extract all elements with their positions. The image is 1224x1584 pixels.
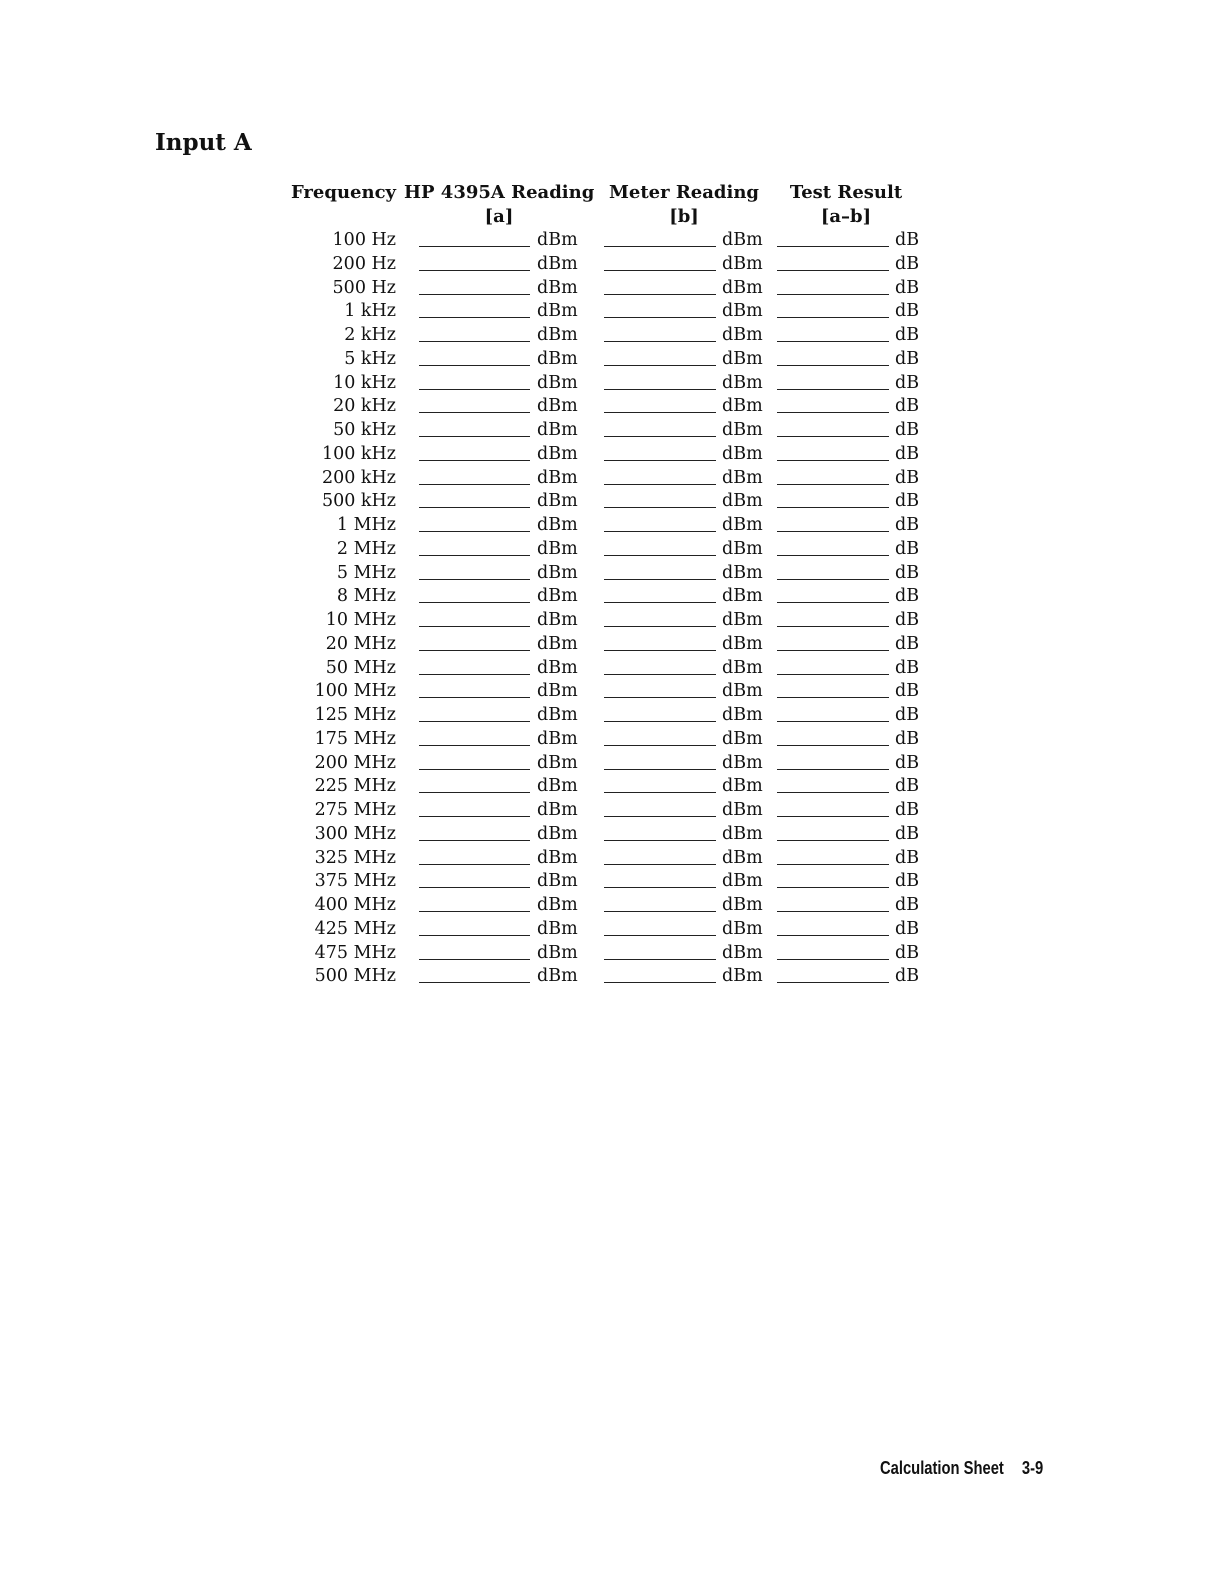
frequency-cell: 400 MHz [314, 895, 396, 915]
meter-reading-blank[interactable] [604, 840, 716, 841]
meter-reading-unit: dBm [722, 966, 763, 987]
hp-reading-unit: dBm [537, 823, 578, 844]
table-row [286, 300, 946, 324]
hp-reading-unit: dBm [537, 871, 578, 892]
frequency-cell: 1 kHz [344, 301, 396, 322]
hp-reading-unit: dBm [537, 301, 578, 322]
test-result-blank[interactable] [777, 982, 889, 983]
hp-reading-unit: dBm [537, 348, 578, 369]
hp-reading-blank[interactable] [419, 294, 530, 295]
table-row [286, 847, 946, 871]
test-result-blank[interactable] [777, 412, 889, 413]
meter-reading-blank[interactable] [604, 935, 716, 936]
test-result-unit: dB [895, 538, 920, 559]
frequency-cell: 2 MHz [336, 538, 396, 559]
hp-reading-blank[interactable] [419, 602, 530, 603]
hp-reading-unit: dBm [537, 420, 578, 440]
hp-reading-unit: dBm [537, 467, 578, 488]
frequency-cell: 500 kHz [321, 491, 396, 512]
hp-reading-blank[interactable] [419, 531, 530, 532]
test-result-unit: dB [895, 705, 920, 725]
hp-reading-blank[interactable] [419, 959, 530, 960]
meter-reading-unit: dBm [722, 776, 763, 797]
hp-reading-unit: dBm [537, 895, 578, 915]
test-result-unit: dB [895, 681, 920, 702]
frequency-cell: 200 kHz [321, 467, 396, 488]
meter-reading-unit: dBm [722, 895, 763, 915]
frequency-cell: 2 kHz [344, 325, 396, 345]
test-result-blank[interactable] [777, 769, 889, 770]
frequency-cell: 5 kHz [344, 348, 396, 369]
meter-reading-blank[interactable] [604, 579, 716, 580]
test-result-unit: dB [895, 895, 920, 915]
test-result-unit: dB [895, 823, 920, 844]
table-row [286, 419, 946, 443]
test-result-unit: dB [895, 277, 920, 298]
test-result-blank[interactable] [777, 697, 889, 698]
test-result-blank[interactable] [777, 935, 889, 936]
hp-reading-unit: dBm [537, 372, 578, 393]
column-header-test-result-label: Test Result [789, 182, 903, 203]
meter-reading-unit: dBm [722, 633, 763, 654]
meter-reading-blank[interactable] [604, 697, 716, 698]
table-row [286, 870, 946, 894]
test-result-blank[interactable] [777, 674, 889, 675]
meter-reading-blank[interactable] [604, 959, 716, 960]
meter-reading-blank[interactable] [604, 436, 716, 437]
meter-reading-blank[interactable] [604, 460, 716, 461]
footer-page-number: 3-9 [1021, 1458, 1044, 1478]
meter-reading-blank[interactable] [604, 270, 716, 271]
meter-reading-blank[interactable] [604, 602, 716, 603]
meter-reading-blank[interactable] [604, 769, 716, 770]
table-row [286, 752, 946, 776]
test-result-unit: dB [895, 871, 920, 892]
frequency-cell: 300 MHz [314, 823, 396, 844]
meter-reading-unit: dBm [722, 515, 763, 535]
meter-reading-blank[interactable] [604, 412, 716, 413]
table-row [286, 894, 946, 918]
footer-section-name: Calculation Sheet [880, 1458, 1004, 1478]
table-row [286, 918, 946, 942]
meter-reading-blank[interactable] [604, 365, 716, 366]
column-header-test-result-sub: [a–b] [820, 206, 872, 227]
test-result-unit: dB [895, 467, 920, 488]
test-result-blank[interactable] [777, 840, 889, 841]
test-result-blank[interactable] [777, 745, 889, 746]
table-row [286, 609, 946, 633]
test-result-blank[interactable] [777, 816, 889, 817]
meter-reading-unit: dBm [722, 728, 763, 749]
test-result-blank[interactable] [777, 389, 889, 390]
hp-reading-unit: dBm [537, 728, 578, 749]
hp-reading-blank[interactable] [419, 579, 530, 580]
frequency-cell: 5 MHz [336, 562, 396, 583]
table-row [286, 823, 946, 847]
test-result-blank[interactable] [777, 555, 889, 556]
column-header-meter-reading-label: Meter Reading [608, 182, 760, 203]
test-result-unit: dB [895, 253, 920, 274]
frequency-cell: 50 MHz [325, 657, 396, 678]
test-result-unit: dB [895, 491, 920, 512]
test-result-blank[interactable] [777, 626, 889, 627]
test-result-unit: dB [895, 420, 920, 440]
frequency-cell: 20 kHz [333, 396, 396, 417]
meter-reading-unit: dBm [722, 253, 763, 274]
meter-reading-blank[interactable] [604, 341, 716, 342]
frequency-cell: 50 kHz [333, 420, 396, 440]
column-header-hp-reading-label: HP 4395A Reading [404, 182, 595, 203]
meter-reading-unit: dBm [722, 823, 763, 844]
test-result-blank[interactable] [777, 911, 889, 912]
frequency-cell: 8 MHz [336, 586, 396, 607]
frequency-cell: 200 MHz [314, 752, 396, 773]
frequency-cell: 175 MHz [314, 728, 396, 749]
test-result-blank[interactable] [777, 507, 889, 508]
table-row [286, 633, 946, 657]
meter-reading-unit: dBm [722, 871, 763, 892]
frequency-cell: 100 MHz [314, 681, 396, 702]
table-row [286, 775, 946, 799]
table-row [286, 538, 946, 562]
test-result-unit: dB [895, 443, 920, 464]
meter-reading-blank[interactable] [604, 555, 716, 556]
hp-reading-unit: dBm [537, 538, 578, 559]
table-row [286, 942, 946, 966]
hp-reading-unit: dBm [537, 443, 578, 464]
hp-reading-blank[interactable] [419, 840, 530, 841]
hp-reading-blank[interactable] [419, 816, 530, 817]
hp-reading-unit: dBm [537, 325, 578, 345]
table-row [286, 680, 946, 704]
table-body [286, 229, 946, 989]
test-result-blank[interactable] [777, 887, 889, 888]
hp-reading-unit: dBm [537, 966, 578, 987]
table-row [286, 704, 946, 728]
meter-reading-blank[interactable] [604, 650, 716, 651]
frequency-cell: 100 Hz [332, 230, 396, 250]
frequency-cell: 20 MHz [325, 633, 396, 654]
meter-reading-blank[interactable] [604, 531, 716, 532]
hp-reading-unit: dBm [537, 491, 578, 512]
page-footer [880, 1456, 1043, 1480]
meter-reading-blank[interactable] [604, 864, 716, 865]
hp-reading-unit: dBm [537, 942, 578, 963]
meter-reading-unit: dBm [722, 277, 763, 298]
test-result-blank[interactable] [777, 317, 889, 318]
test-result-blank[interactable] [777, 460, 889, 461]
meter-reading-unit: dBm [722, 918, 763, 939]
test-result-blank[interactable] [777, 579, 889, 580]
column-header-meter-reading-sub: [b] [669, 206, 699, 227]
test-result-unit: dB [895, 230, 920, 250]
test-result-unit: dB [895, 301, 920, 322]
hp-reading-blank[interactable] [419, 626, 530, 627]
meter-reading-unit: dBm [722, 325, 763, 345]
hp-reading-unit: dBm [537, 253, 578, 274]
meter-reading-unit: dBm [722, 467, 763, 488]
test-result-unit: dB [895, 728, 920, 749]
table-row [286, 728, 946, 752]
meter-reading-blank[interactable] [604, 626, 716, 627]
hp-reading-blank[interactable] [419, 721, 530, 722]
test-result-unit: dB [895, 847, 920, 868]
test-result-blank[interactable] [777, 650, 889, 651]
meter-reading-unit: dBm [722, 372, 763, 393]
meter-reading-blank[interactable] [604, 294, 716, 295]
test-result-blank[interactable] [777, 341, 889, 342]
test-result-blank[interactable] [777, 959, 889, 960]
table-row [286, 585, 946, 609]
table-row [286, 562, 946, 586]
meter-reading-unit: dBm [722, 942, 763, 963]
meter-reading-unit: dBm [722, 586, 763, 607]
test-result-unit: dB [895, 562, 920, 583]
frequency-cell: 10 MHz [325, 610, 396, 630]
meter-reading-unit: dBm [722, 538, 763, 559]
test-result-unit: dB [895, 348, 920, 369]
frequency-cell: 500 Hz [332, 277, 396, 298]
table-row [286, 253, 946, 277]
meter-reading-unit: dBm [722, 348, 763, 369]
hp-reading-unit: dBm [537, 657, 578, 678]
test-result-blank[interactable] [777, 721, 889, 722]
test-result-unit: dB [895, 372, 920, 393]
test-result-unit: dB [895, 918, 920, 939]
test-result-blank[interactable] [777, 270, 889, 271]
test-result-unit: dB [895, 515, 920, 535]
test-result-blank[interactable] [777, 365, 889, 366]
section-title: Input A [155, 129, 252, 156]
meter-reading-blank[interactable] [604, 911, 716, 912]
test-result-blank[interactable] [777, 602, 889, 603]
hp-reading-unit: dBm [537, 800, 578, 820]
test-result-unit: dB [895, 610, 920, 630]
table-row [286, 965, 946, 989]
column-header-frequency-label: Frequency [290, 182, 396, 203]
meter-reading-blank[interactable] [604, 484, 716, 485]
table-row [286, 348, 946, 372]
hp-reading-blank[interactable] [419, 769, 530, 770]
meter-reading-blank[interactable] [604, 389, 716, 390]
meter-reading-unit: dBm [722, 396, 763, 417]
hp-reading-unit: dBm [537, 847, 578, 868]
meter-reading-unit: dBm [722, 800, 763, 820]
hp-reading-blank[interactable] [419, 365, 530, 366]
table-row [286, 443, 946, 467]
meter-reading-unit: dBm [722, 420, 763, 440]
hp-reading-unit: dBm [537, 776, 578, 797]
hp-reading-unit: dBm [537, 705, 578, 725]
hp-reading-blank[interactable] [419, 650, 530, 651]
test-result-blank[interactable] [777, 294, 889, 295]
meter-reading-unit: dBm [722, 610, 763, 630]
test-result-unit: dB [895, 633, 920, 654]
hp-reading-blank[interactable] [419, 246, 530, 247]
hp-reading-blank[interactable] [419, 507, 530, 508]
meter-reading-unit: dBm [722, 847, 763, 868]
meter-reading-unit: dBm [722, 657, 763, 678]
meter-reading-blank[interactable] [604, 982, 716, 983]
table-row [286, 277, 946, 301]
hp-reading-blank[interactable] [419, 935, 530, 936]
meter-reading-blank[interactable] [604, 792, 716, 793]
test-result-unit: dB [895, 776, 920, 797]
hp-reading-blank[interactable] [419, 412, 530, 413]
hp-reading-unit: dBm [537, 633, 578, 654]
meter-reading-unit: dBm [722, 301, 763, 322]
hp-reading-blank[interactable] [419, 982, 530, 983]
test-result-blank[interactable] [777, 792, 889, 793]
hp-reading-unit: dBm [537, 681, 578, 702]
meter-reading-blank[interactable] [604, 674, 716, 675]
test-result-unit: dB [895, 942, 920, 963]
hp-reading-blank[interactable] [419, 389, 530, 390]
table-row [286, 467, 946, 491]
test-result-blank[interactable] [777, 531, 889, 532]
meter-reading-unit: dBm [722, 752, 763, 773]
meter-reading-blank[interactable] [604, 507, 716, 508]
hp-reading-unit: dBm [537, 610, 578, 630]
frequency-cell: 125 MHz [314, 705, 396, 725]
frequency-cell: 225 MHz [314, 776, 396, 797]
frequency-cell: 10 kHz [333, 372, 396, 393]
column-header-test-result [766, 181, 926, 229]
hp-reading-unit: dBm [537, 918, 578, 939]
meter-reading-unit: dBm [722, 491, 763, 512]
column-header-hp-reading-sub: [a] [484, 206, 514, 227]
frequency-cell: 275 MHz [314, 800, 396, 820]
hp-reading-blank[interactable] [419, 270, 530, 271]
test-result-unit: dB [895, 657, 920, 678]
test-result-unit: dB [895, 966, 920, 987]
frequency-cell: 200 Hz [332, 253, 396, 274]
column-header-hp-reading [404, 181, 594, 229]
table-row [286, 514, 946, 538]
table-row [286, 490, 946, 514]
hp-reading-unit: dBm [537, 396, 578, 417]
hp-reading-blank[interactable] [419, 436, 530, 437]
hp-reading-unit: dBm [537, 752, 578, 773]
test-result-unit: dB [895, 800, 920, 820]
hp-reading-unit: dBm [537, 562, 578, 583]
meter-reading-unit: dBm [722, 443, 763, 464]
meter-reading-blank[interactable] [604, 816, 716, 817]
test-result-unit: dB [895, 396, 920, 417]
meter-reading-blank[interactable] [604, 721, 716, 722]
hp-reading-blank[interactable] [419, 674, 530, 675]
frequency-cell: 100 kHz [321, 443, 396, 464]
test-result-blank[interactable] [777, 484, 889, 485]
hp-reading-blank[interactable] [419, 792, 530, 793]
hp-reading-blank[interactable] [419, 460, 530, 461]
test-result-unit: dB [895, 752, 920, 773]
meter-reading-blank[interactable] [604, 317, 716, 318]
meter-reading-blank[interactable] [604, 246, 716, 247]
hp-reading-unit: dBm [537, 230, 578, 250]
table-row [286, 324, 946, 348]
hp-reading-blank[interactable] [419, 745, 530, 746]
table-row [286, 229, 946, 253]
hp-reading-blank[interactable] [419, 697, 530, 698]
test-result-blank[interactable] [777, 436, 889, 437]
frequency-cell: 375 MHz [314, 871, 396, 892]
test-result-blank[interactable] [777, 246, 889, 247]
test-result-unit: dB [895, 325, 920, 345]
test-result-blank[interactable] [777, 864, 889, 865]
hp-reading-unit: dBm [537, 277, 578, 298]
meter-reading-blank[interactable] [604, 887, 716, 888]
meter-reading-unit: dBm [722, 562, 763, 583]
column-header-frequency [286, 181, 396, 205]
table-row [286, 395, 946, 419]
hp-reading-blank[interactable] [419, 317, 530, 318]
test-result-unit: dB [895, 586, 920, 607]
meter-reading-unit: dBm [722, 681, 763, 702]
hp-reading-blank[interactable] [419, 341, 530, 342]
table-row [286, 372, 946, 396]
frequency-cell: 425 MHz [314, 918, 396, 939]
meter-reading-unit: dBm [722, 705, 763, 725]
frequency-cell: 500 MHz [314, 966, 396, 987]
hp-reading-blank[interactable] [419, 555, 530, 556]
hp-reading-unit: dBm [537, 515, 578, 535]
table-row [286, 657, 946, 681]
frequency-cell: 475 MHz [314, 942, 396, 963]
hp-reading-blank[interactable] [419, 484, 530, 485]
column-header-meter-reading [604, 181, 764, 229]
hp-reading-blank[interactable] [419, 911, 530, 912]
meter-reading-blank[interactable] [604, 745, 716, 746]
frequency-cell: 325 MHz [314, 847, 396, 868]
hp-reading-unit: dBm [537, 586, 578, 607]
frequency-cell: 1 MHz [336, 515, 396, 535]
hp-reading-blank[interactable] [419, 864, 530, 865]
meter-reading-unit: dBm [722, 230, 763, 250]
hp-reading-blank[interactable] [419, 887, 530, 888]
table-row [286, 799, 946, 823]
